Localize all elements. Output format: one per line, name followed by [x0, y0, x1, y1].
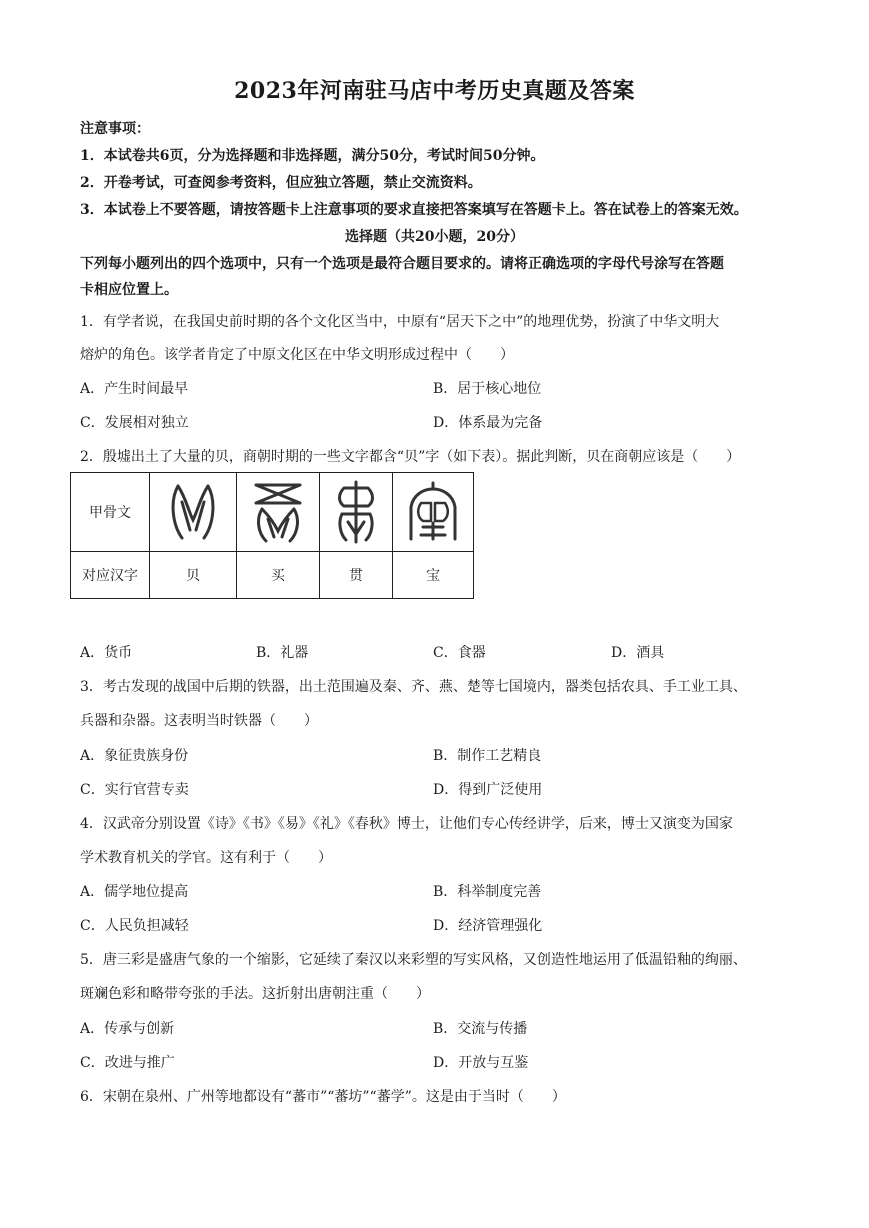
q1-option-c: C．发展相对独立 [80, 415, 189, 431]
notes-heading: 注意事项： [80, 121, 150, 137]
note-item-3: 3．本试卷上不要答题，请按答题卡上注意事项的要求直接把答案填写在答题卡上。答在试卷上的答案无效。 [80, 202, 748, 218]
oracle-glyph-guan-icon [320, 473, 393, 552]
table-label-hanzi: 对应汉字 [71, 552, 150, 599]
oracle-bone-table [70, 472, 474, 599]
q5-option-b: B．交流与传播 [433, 1021, 528, 1037]
q5-option-c: C．改进与推广 [80, 1055, 175, 1071]
question-3-line2: 兵器和杂器。这表明当时铁器（ ） [80, 713, 318, 729]
q2-option-a: A．货币 [80, 645, 133, 661]
question-1-line1: 1．有学者说，在我国史前时期的各个文化区当中，中原有“居天下之中”的地理优势，扮演了中华文明大 [80, 314, 720, 330]
q3-option-b: B．制作工艺精良 [433, 748, 542, 764]
section-title: 选择题（共20小题，20分） [345, 229, 524, 245]
q2-option-b: B．礼器 [256, 645, 309, 661]
q1-option-a: A．产生时间最早 [80, 381, 189, 397]
hanzi-cell: 宝 [393, 552, 474, 599]
question-2-line1: 2．殷墟出土了大量的贝，商朝时期的一些文字都含“贝”字（如下表）。据此判断，贝在商朝应该是（ ） [80, 449, 741, 465]
hanzi-cell: 买 [237, 552, 320, 599]
oracle-glyph-bei-icon [150, 473, 237, 552]
question-5-line2: 斑斓色彩和略带夸张的手法。这折射出唐朝注重（ ） [80, 986, 430, 1002]
hanzi-cell: 贝 [150, 552, 237, 599]
question-6-line1: 6．宋朝在泉州、广州等地都设有“蕃市”“蕃坊”“蕃学”。这是由于当时（ ） [80, 1089, 566, 1105]
q2-option-c: C．食器 [433, 645, 486, 661]
question-1-line2: 熔炉的角色。该学者肯定了中原文化区在中华文明形成过程中（ ） [80, 347, 514, 363]
page-title: 2023年河南驻马店中考历史真题及答案 [234, 78, 635, 104]
q3-option-d: D．得到广泛使用 [433, 782, 543, 798]
q3-option-a: A．象征贵族身份 [80, 748, 189, 764]
q4-option-c: C．人民负担减轻 [80, 918, 189, 934]
hanzi-cell: 贯 [320, 552, 393, 599]
q1-option-b: B．居于核心地位 [433, 381, 542, 397]
section-instruction-line2: 卡相应位置上。 [80, 282, 178, 298]
q1-option-d: D．体系最为完备 [433, 415, 543, 431]
q5-option-a: A．传承与创新 [80, 1021, 175, 1037]
q3-option-c: C．实行官营专卖 [80, 782, 189, 798]
table-label-oracle: 甲骨文 [71, 473, 150, 552]
question-4-line2: 学术教育机关的学官。这有利于（ ） [80, 850, 332, 866]
oracle-glyph-mai-icon [237, 473, 320, 552]
q5-option-d: D．开放与互鉴 [433, 1055, 529, 1071]
question-5-line1: 5．唐三彩是盛唐气象的一个缩影，它延续了秦汉以来彩塑的写实风格，又创造性地运用了低温铅釉的绚丽、 [80, 952, 747, 968]
q4-option-b: B．科举制度完善 [433, 884, 542, 900]
q4-option-d: D．经济管理强化 [433, 918, 543, 934]
note-item-2: 2．开卷考试，可查阅参考资料，但应独立答题，禁止交流资料。 [80, 175, 482, 191]
oracle-glyph-bao-icon [393, 473, 474, 552]
note-item-1: 1．本试卷共6页，分为选择题和非选择题，满分50分，考试时间50分钟。 [80, 148, 545, 164]
q4-option-a: A．儒学地位提高 [80, 884, 189, 900]
question-4-line1: 4．汉武帝分别设置《诗》《书》《易》《礼》《春秋》博士，让他们专心传经讲学，后来，博士又演变为国家 [80, 816, 733, 832]
question-3-line1: 3．考古发现的战国中后期的铁器，出土范围遍及秦、齐、燕、楚等七国境内，器类包括农具、手工业工具、 [80, 679, 747, 695]
section-instruction-line1: 下列每小题列出的四个选项中，只有一个选项是最符合题目要求的。请将正确选项的字母代号涂写在答题 [80, 256, 724, 272]
q2-option-d: D．酒具 [611, 645, 665, 661]
